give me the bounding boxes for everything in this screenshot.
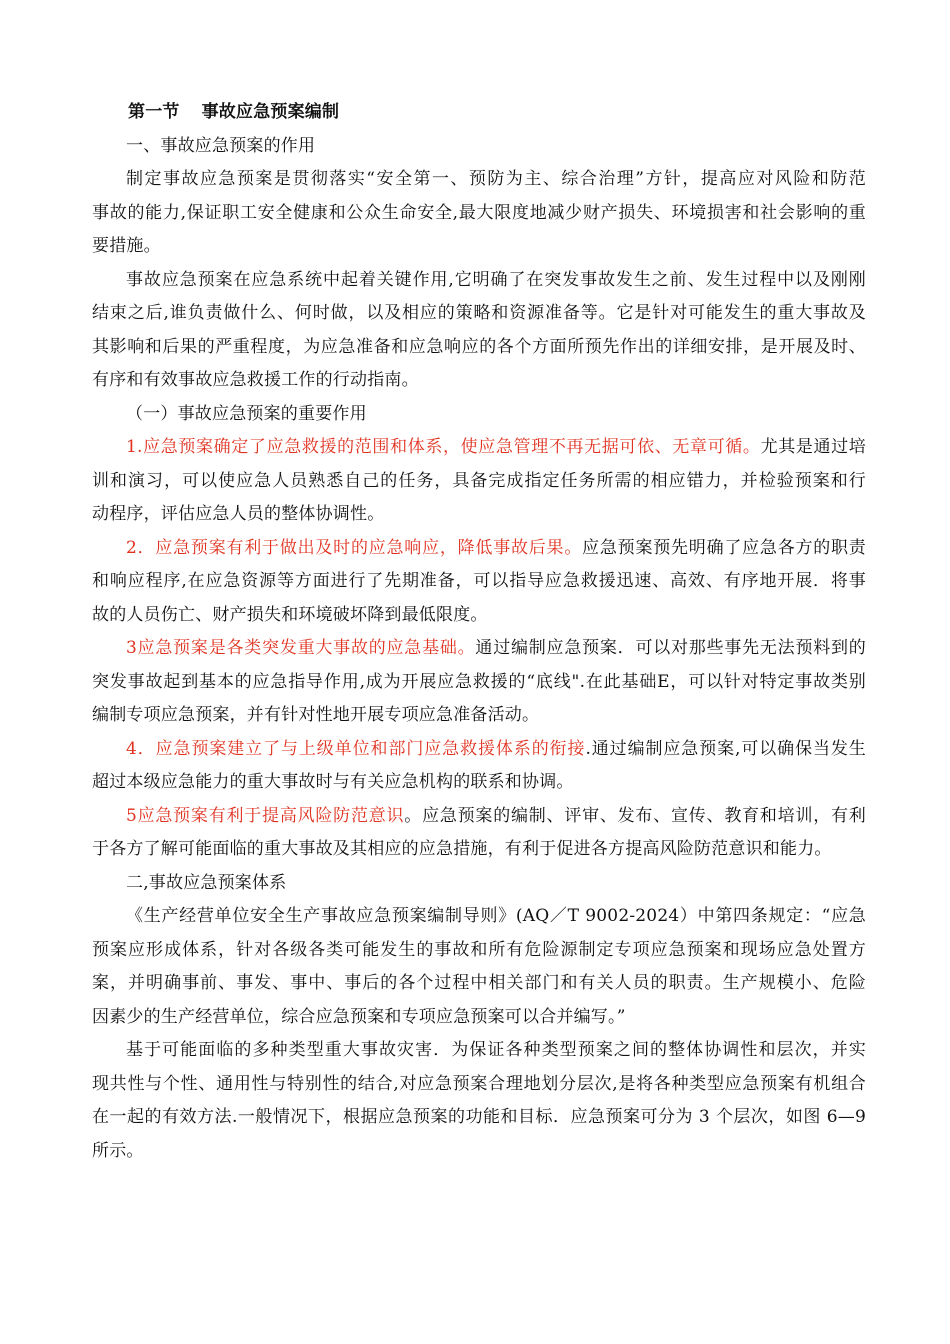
paragraph-line: 预案应形成体系，针对各级各类可能发生的事故和所有危险源制定专项应急预案和现场应急处置方 (92, 939, 866, 960)
paragraph-line: 基于可能面临的多种类型重大事故灾害．为保证各种类型预案之间的整体协调性和层次，并实 (126, 1040, 866, 1060)
paragraph-line: 事故的能力,保证职工安全健康和公众生命安全,最大限度地减少财产损失、环境损害和社会影响的重 (92, 202, 866, 223)
paragraph-line: 现共性与个性、通用性与特别性的结合,对应急预案合理地划分层次,是将各种类型应急预案有机组合 (92, 1073, 866, 1094)
subheading-1: （一）事故应急预案的重要作用 (126, 403, 367, 424)
paragraph-line: 其影响和后果的严重程度，为应急准备和应急响应的各个方面所预先作出的详细安排，是开展及时、 (92, 336, 866, 357)
paragraph-line: 突发事故起到基本的应急指导作用,成为开展应急救援的“底线".在此基础E，可以针对特定事故类别 (92, 671, 866, 692)
paragraph-line (92, 431, 866, 465)
paragraph-line: 超过本级应急能力的重大事故时与有关应急机构的联系和协调。 (92, 772, 574, 792)
paragraph-line: 《生产经营单位安全生产事故应急预案编制导则》(AQ／T 9002-2024）中第四条规定：“应急 (126, 906, 866, 926)
paragraph-line: 要措施。 (92, 236, 161, 256)
item-2-text: 应急预案预先明确了应急各方的职责 (582, 537, 867, 558)
section-number: 第一节 (128, 102, 180, 122)
paragraph-line: 在一起的有效方法.一般情况下，根据应急预案的功能和目标．应急预案可分为 3 个层次，如图 6—9 (92, 1107, 866, 1127)
paragraph-line: 因素少的生产经营单位，综合应急预案和专项应急预案可以合并编写。” (92, 1006, 626, 1027)
document-page (92, 96, 866, 1168)
item-3-text: 通过编制应急预案．可以对那些事先无法预料到的 (475, 638, 866, 658)
paragraph-line (92, 733, 866, 767)
paragraph-line: 编制专项应急预案，并有针对性地开展专项应急准备活动。 (92, 705, 540, 725)
paragraph-line: 故的人员伤亡、财产损失和环境破坏降到最低限度。 (92, 604, 488, 625)
item-4-highlight: 4．应急预案建立了与上级单位和部门应急救援体系的衔接 (126, 738, 586, 759)
paragraph-line: 于各方了解可能面临的重大事故及其相应的应急措施，有利于促进各方提高风险防范意识和能力。 (92, 839, 832, 859)
item-1 (92, 431, 866, 532)
item-5-text: 。应急预案的编制、评审、发布、宣传、教育和培训，有利 (404, 805, 866, 826)
item-1-text: 尤其是通过培 (760, 437, 866, 457)
paragraph-1 (92, 163, 866, 264)
item-4-text: .通过编制应急预案,可以确保当发生 (585, 738, 866, 759)
paragraph-4 (92, 1034, 866, 1168)
paragraph-line: 制定事故应急预案是贯彻落实“安全第一、预防为主、综合治理”方针，提高应对风险和防范 (126, 169, 866, 189)
section-name: 事故应急预案编制 (201, 102, 340, 122)
paragraph-2 (92, 264, 866, 398)
paragraph-line: 所示。 (92, 1140, 144, 1161)
paragraph-line: 案，并明确事前、事发、事中、事后的各个过程中相关部门和有关人员的职责。生产规模小、危险 (92, 973, 866, 993)
paragraph-line (92, 800, 866, 834)
paragraph-line: 结束之后,谁负责做什么、何时做，以及相应的策略和资源准备等。它是针对可能发生的重大事故及 (92, 303, 866, 323)
heading-1: 一、事故应急预案的作用 (126, 135, 316, 156)
item-5 (92, 800, 866, 867)
item-4 (92, 733, 866, 800)
paragraph-line (92, 532, 866, 566)
paragraph-line: 和响应程序,在应急资源等方面进行了先期准备，可以指导应急救援迅速、高效、有序地开展．将事 (92, 571, 866, 591)
paragraph-line: 事故应急预案在应急系统中起着关键作用,它明确了在突发事故发生之前、发生过程中以及刚刚 (126, 269, 866, 290)
item-2 (92, 532, 866, 633)
item-3-highlight: 3应急预案是各类突发重大事故的应急基础。 (126, 638, 476, 658)
paragraph-line: 有序和有效事故应急救援工作的行动指南。 (92, 370, 419, 390)
item-3 (92, 632, 866, 733)
section-title (92, 96, 866, 130)
heading-2: 二,事故应急预案体系 (126, 872, 287, 893)
item-1-highlight: 1.应急预案确定了应急救援的范围和体系，使应急管理不再无据可依、无章可循。 (126, 437, 761, 457)
paragraph-line (92, 632, 866, 666)
paragraph-3 (92, 900, 866, 1034)
item-2-highlight: 2．应急预案有利于做出及时的应急响应，降低事故后果。 (126, 537, 583, 558)
paragraph-line: 动程序，评估应急人员的整体协调性。 (92, 504, 385, 524)
paragraph-line: 训和演习，可以使应急人员熟悉自己的任务，具备完成指定任务所需的相应错力，并检验预案和行 (92, 470, 866, 491)
item-5-highlight: 5应急预案有利于提高风险防范意识 (126, 805, 405, 826)
